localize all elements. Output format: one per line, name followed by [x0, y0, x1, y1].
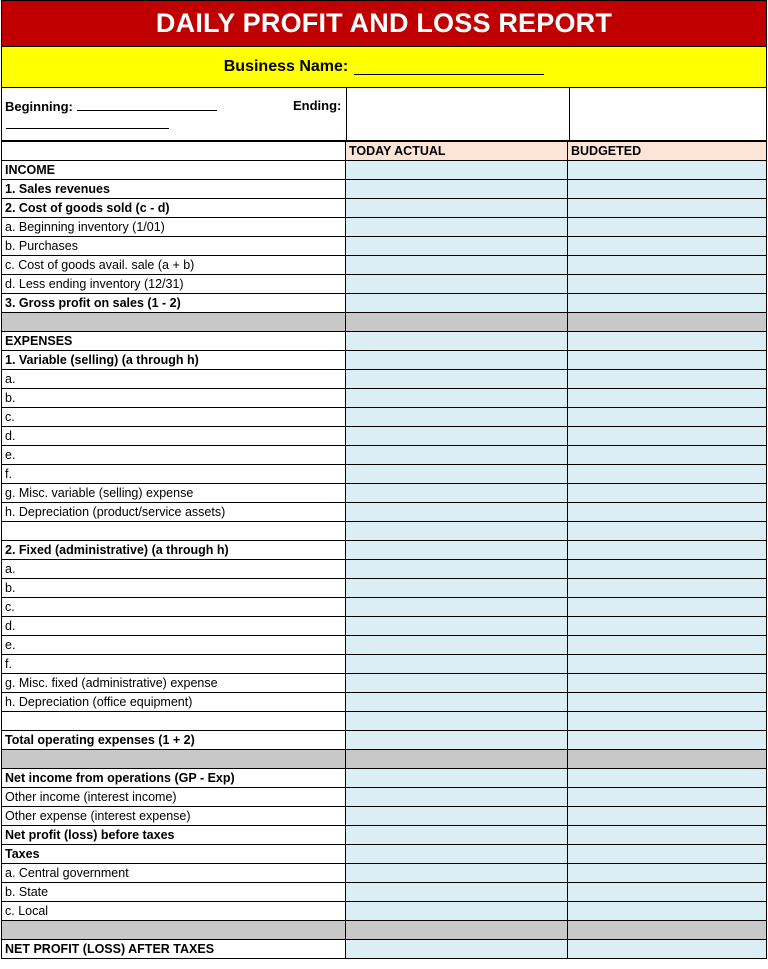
row-label: d. — [2, 617, 346, 636]
row-label: b. Purchases — [2, 237, 346, 256]
table-row — [2, 332, 767, 351]
table-row — [2, 503, 767, 522]
today-actual-cell[interactable] — [346, 161, 568, 180]
budgeted-cell[interactable] — [568, 655, 767, 674]
beginning-field — [5, 98, 217, 114]
row-label: Other expense (interest expense) — [2, 807, 346, 826]
today-actual-cell[interactable] — [346, 484, 568, 503]
budgeted-cell[interactable] — [568, 370, 767, 389]
today-actual-cell[interactable] — [346, 408, 568, 427]
ending-cell-budgeted[interactable] — [569, 88, 766, 140]
today-actual-cell[interactable] — [346, 560, 568, 579]
budgeted-cell[interactable] — [568, 294, 767, 313]
budgeted-cell[interactable] — [568, 313, 767, 332]
ending-label: Ending: — [293, 98, 342, 113]
row-label: b. — [2, 579, 346, 598]
table-row — [2, 883, 767, 902]
table-row — [2, 560, 767, 579]
today-actual-cell[interactable] — [346, 332, 568, 351]
table-row — [2, 693, 767, 712]
table-row — [2, 617, 767, 636]
budgeted-cell[interactable] — [568, 883, 767, 902]
table-row — [2, 427, 767, 446]
budgeted-cell[interactable] — [568, 940, 767, 959]
table-row — [2, 351, 767, 370]
column-header-row — [2, 142, 767, 161]
row-label: Total operating expenses (1 + 2) — [2, 731, 346, 750]
budgeted-cell[interactable] — [568, 161, 767, 180]
budgeted-cell[interactable] — [568, 275, 767, 294]
table-row — [2, 465, 767, 484]
table-row — [2, 864, 767, 883]
business-name-field[interactable] — [354, 60, 544, 75]
today-actual-cell[interactable] — [346, 826, 568, 845]
ending-cell-actual[interactable] — [346, 88, 569, 140]
budgeted-cell[interactable] — [568, 617, 767, 636]
row-label: b. — [2, 389, 346, 408]
row-label: NET PROFIT (LOSS) AFTER TAXES — [2, 940, 346, 959]
table-row — [2, 237, 767, 256]
today-actual-cell[interactable] — [346, 769, 568, 788]
table-row — [2, 218, 767, 237]
separator-row — [2, 313, 767, 332]
row-label: h. Depreciation (product/service assets) — [2, 503, 346, 522]
table-row — [2, 807, 767, 826]
period-row — [1, 88, 767, 141]
row-label: 2. Fixed (administrative) (a through h) — [2, 541, 346, 560]
today-actual-cell[interactable] — [346, 256, 568, 275]
budgeted-cell[interactable] — [568, 351, 767, 370]
today-actual-cell[interactable] — [346, 218, 568, 237]
row-label — [2, 921, 346, 940]
row-label: 2. Cost of goods sold (c - d) — [2, 199, 346, 218]
row-label: 1. Variable (selling) (a through h) — [2, 351, 346, 370]
budgeted-cell[interactable] — [568, 427, 767, 446]
table-row — [2, 541, 767, 560]
row-label — [2, 750, 346, 769]
row-label: Other income (interest income) — [2, 788, 346, 807]
report-sheet — [1, 0, 767, 959]
today-actual-cell[interactable] — [346, 902, 568, 921]
table-row — [2, 256, 767, 275]
header-today-actual: TODAY ACTUAL — [346, 142, 568, 161]
table-row — [2, 579, 767, 598]
budgeted-cell[interactable] — [568, 674, 767, 693]
budgeted-cell[interactable] — [568, 237, 767, 256]
today-actual-cell[interactable] — [346, 750, 568, 769]
today-actual-cell[interactable] — [346, 579, 568, 598]
table-row — [2, 788, 767, 807]
budgeted-cell[interactable] — [568, 256, 767, 275]
budgeted-cell[interactable] — [568, 731, 767, 750]
table-row — [2, 826, 767, 845]
today-actual-cell[interactable] — [346, 427, 568, 446]
table-row — [2, 522, 767, 541]
row-label: e. — [2, 446, 346, 465]
row-label: d. — [2, 427, 346, 446]
row-label: c. — [2, 598, 346, 617]
today-actual-cell[interactable] — [346, 731, 568, 750]
row-label: e. — [2, 636, 346, 655]
budgeted-cell[interactable] — [568, 712, 767, 731]
table-row — [2, 902, 767, 921]
today-actual-cell[interactable] — [346, 503, 568, 522]
row-label: f. — [2, 655, 346, 674]
row-label: c. — [2, 408, 346, 427]
row-label: 3. Gross profit on sales (1 - 2) — [2, 294, 346, 313]
row-label: INCOME — [2, 161, 346, 180]
table-row — [2, 655, 767, 674]
row-label: a. Central government — [2, 864, 346, 883]
budgeted-cell[interactable] — [568, 598, 767, 617]
budgeted-cell[interactable] — [568, 332, 767, 351]
budgeted-cell[interactable] — [568, 541, 767, 560]
today-actual-cell[interactable] — [346, 465, 568, 484]
today-actual-cell[interactable] — [346, 921, 568, 940]
today-actual-cell[interactable] — [346, 294, 568, 313]
budgeted-cell[interactable] — [568, 389, 767, 408]
business-name-row — [1, 47, 767, 88]
today-actual-cell[interactable] — [346, 864, 568, 883]
header-budgeted: BUDGETED — [568, 142, 767, 161]
budgeted-cell[interactable] — [568, 864, 767, 883]
budgeted-cell[interactable] — [568, 826, 767, 845]
today-actual-cell[interactable] — [346, 598, 568, 617]
today-actual-cell[interactable] — [346, 712, 568, 731]
today-actual-cell[interactable] — [346, 370, 568, 389]
budgeted-cell[interactable] — [568, 579, 767, 598]
table-row — [2, 940, 767, 959]
row-label: a. Beginning inventory (1/01) — [2, 218, 346, 237]
separator-row — [2, 750, 767, 769]
budgeted-cell[interactable] — [568, 218, 767, 237]
table-row — [2, 731, 767, 750]
today-actual-cell[interactable] — [346, 351, 568, 370]
row-label — [2, 712, 346, 731]
business-name-label: Business Name: — [223, 58, 349, 75]
separator-row — [2, 921, 767, 940]
budgeted-cell[interactable] — [568, 788, 767, 807]
budgeted-cell[interactable] — [568, 180, 767, 199]
row-label: c. Local — [2, 902, 346, 921]
table-row — [2, 598, 767, 617]
row-label: EXPENSES — [2, 332, 346, 351]
table-row — [2, 370, 767, 389]
budgeted-cell[interactable] — [568, 522, 767, 541]
budgeted-cell[interactable] — [568, 921, 767, 940]
budgeted-cell[interactable] — [568, 750, 767, 769]
today-actual-cell[interactable] — [346, 674, 568, 693]
today-actual-cell[interactable] — [346, 237, 568, 256]
row-label: Taxes — [2, 845, 346, 864]
budgeted-cell[interactable] — [568, 636, 767, 655]
today-actual-cell[interactable] — [346, 180, 568, 199]
today-actual-cell[interactable] — [346, 883, 568, 902]
table-row — [2, 845, 767, 864]
table-row — [2, 712, 767, 731]
period-labels — [2, 88, 346, 140]
budgeted-cell[interactable] — [568, 199, 767, 218]
beginning-input-line[interactable] — [77, 98, 217, 111]
budgeted-cell[interactable] — [568, 484, 767, 503]
report-table — [1, 141, 767, 959]
today-actual-cell[interactable] — [346, 275, 568, 294]
row-label — [2, 522, 346, 541]
beginning-label: Beginning: — [5, 99, 73, 114]
budgeted-cell[interactable] — [568, 465, 767, 484]
row-label: g. Misc. fixed (administrative) expense — [2, 674, 346, 693]
header-blank — [2, 142, 346, 161]
today-actual-cell[interactable] — [346, 788, 568, 807]
today-actual-cell[interactable] — [346, 617, 568, 636]
budgeted-cell[interactable] — [568, 503, 767, 522]
row-label — [2, 313, 346, 332]
budgeted-cell[interactable] — [568, 902, 767, 921]
budgeted-cell[interactable] — [568, 845, 767, 864]
report-title: DAILY PROFIT AND LOSS REPORT — [1, 0, 767, 47]
row-label: a. — [2, 370, 346, 389]
table-row — [2, 636, 767, 655]
row-label: 1. Sales revenues — [2, 180, 346, 199]
beginning-input-line-2[interactable] — [6, 128, 169, 129]
today-actual-cell[interactable] — [346, 940, 568, 959]
budgeted-cell[interactable] — [568, 446, 767, 465]
row-label: b. State — [2, 883, 346, 902]
today-actual-cell[interactable] — [346, 446, 568, 465]
row-label: a. — [2, 560, 346, 579]
row-label: f. — [2, 465, 346, 484]
row-label: d. Less ending inventory (12/31) — [2, 275, 346, 294]
today-actual-cell[interactable] — [346, 845, 568, 864]
today-actual-cell[interactable] — [346, 389, 568, 408]
table-row — [2, 294, 767, 313]
table-row — [2, 408, 767, 427]
table-row — [2, 674, 767, 693]
table-row — [2, 389, 767, 408]
today-actual-cell[interactable] — [346, 522, 568, 541]
budgeted-cell[interactable] — [568, 693, 767, 712]
today-actual-cell[interactable] — [346, 636, 568, 655]
table-row — [2, 180, 767, 199]
today-actual-cell[interactable] — [346, 807, 568, 826]
budgeted-cell[interactable] — [568, 408, 767, 427]
today-actual-cell[interactable] — [346, 655, 568, 674]
today-actual-cell[interactable] — [346, 693, 568, 712]
today-actual-cell[interactable] — [346, 199, 568, 218]
table-row — [2, 275, 767, 294]
today-actual-cell[interactable] — [346, 313, 568, 332]
row-label: Net income from operations (GP - Exp) — [2, 769, 346, 788]
budgeted-cell[interactable] — [568, 560, 767, 579]
table-row — [2, 446, 767, 465]
budgeted-cell[interactable] — [568, 807, 767, 826]
row-label: c. Cost of goods avail. sale (a + b) — [2, 256, 346, 275]
budgeted-cell[interactable] — [568, 769, 767, 788]
table-row — [2, 199, 767, 218]
table-row — [2, 769, 767, 788]
table-row — [2, 484, 767, 503]
row-label: g. Misc. variable (selling) expense — [2, 484, 346, 503]
table-row — [2, 161, 767, 180]
row-label: Net profit (loss) before taxes — [2, 826, 346, 845]
row-label: h. Depreciation (office equipment) — [2, 693, 346, 712]
today-actual-cell[interactable] — [346, 541, 568, 560]
